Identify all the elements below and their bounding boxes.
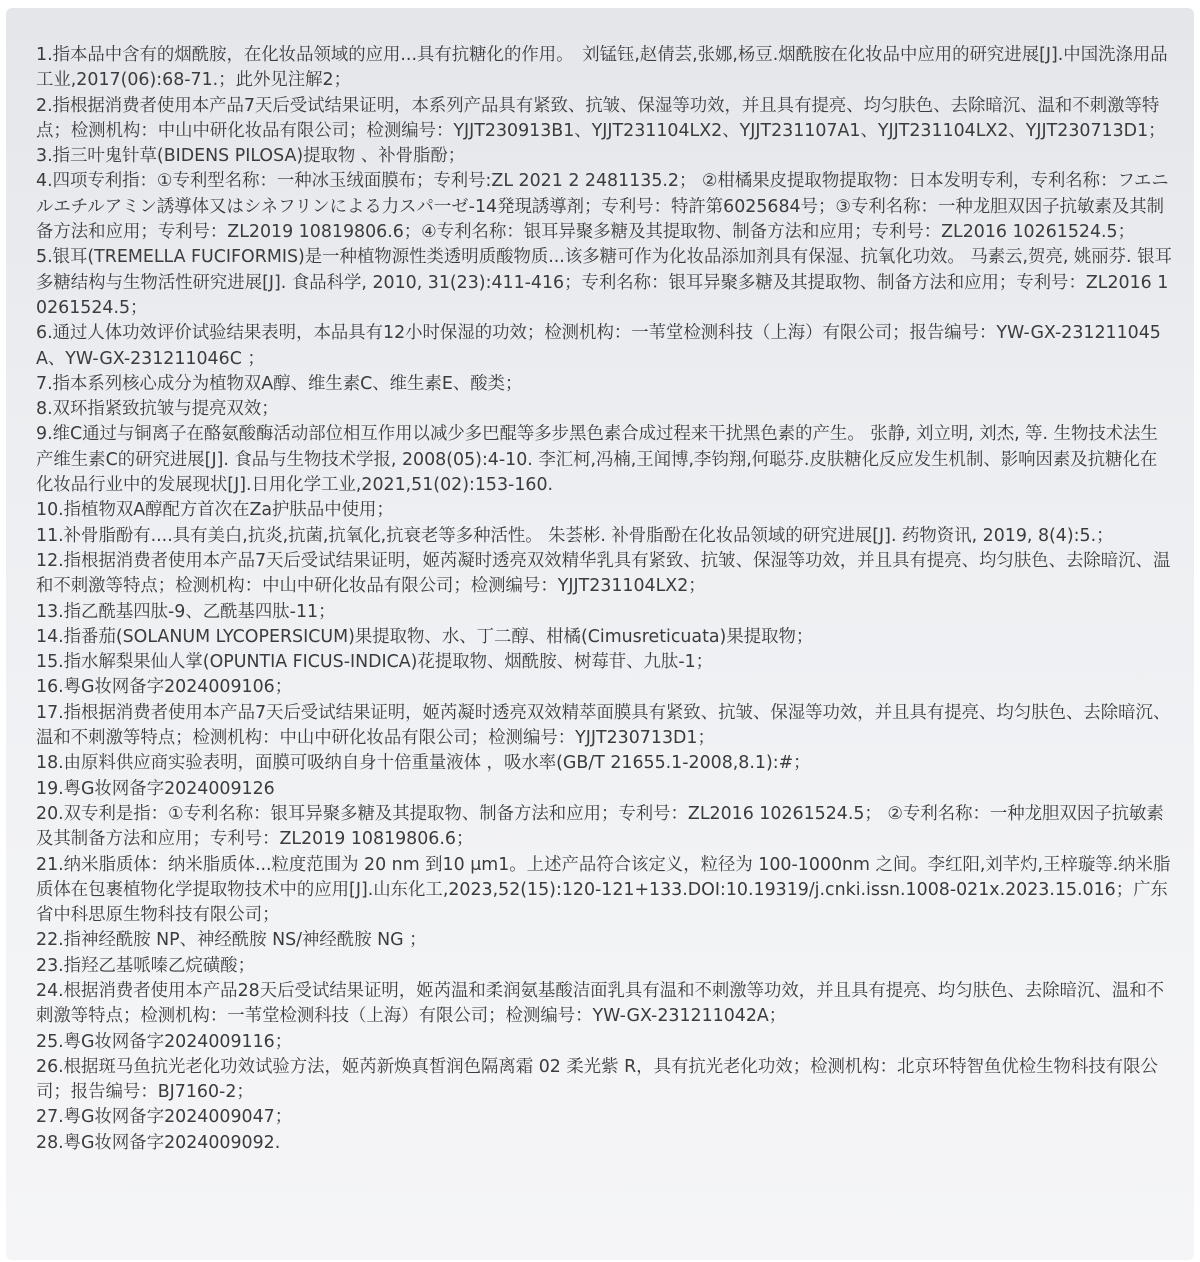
footnote-23: 23.指羟乙基哌嗪乙烷磺酸； xyxy=(36,955,255,976)
footnote-13: 13.指乙酰基四肽-9、乙酰基四肽-11； xyxy=(36,601,336,622)
footnote-5: 5.银耳(TREMELLA FUCIFORMIS)是一种植物源性类透明质酸物质...该多糖可作为化妆品添加剂具有保湿、抗氧化功效。 马素云,贺亮, 姚丽芬. 银耳多糖结构与生物活性研究进展[J]. 食品科学, 2010, 31(23):411-416；专利名称：银耳异聚多糖及其提取物、制备方法和应用；专利号：ZL2016 10261524.5； xyxy=(36,247,1172,318)
footnote-14: 14.指番茄(SOLANUM LYCOPERSICUM)果提取物、水、丁二醇、柑橘(Cimusreticuata)果提取物； xyxy=(36,626,814,647)
footnote-4: 4.四项专利指：①专利型名称：一种冰玉绒面膜布；专利号:ZL 2021 2 2481135.2； ②柑橘果皮提取物提取物：日本发明专利，专利名称：フエニルエチルアミン誘導体又はシネフリンによる力スパ一ゼ-14発現誘導剤；专利号：特許第6025684号；③专利名称：一种龙胆双因子抗敏素及其制备方法和应用；专利号：ZL2019 10819806.6；④专利名称：银耳异聚多糖及其提取物、制备方法和应用；专利号：ZL2016 10261524.5； xyxy=(36,171,1169,243)
footnote-17: 17.指根据消费者使用本产品7天后受试结果证明，姬芮凝时透亮双效精萃面膜具有紧致、抗皱、保湿等功效，并且具有提亮、均匀肤色、去除暗沉、温和不刺激等特点；检测机构：中山中研化妆品有限公司；检测编号：YJJT230713D1； xyxy=(36,702,1171,749)
footnote-7: 7.指本系列核心成分为植物双A醇、维生素C、维生素E、酸类； xyxy=(36,373,523,394)
footnote-list xyxy=(36,43,1172,1156)
footnote-1: 1.指本品中含有的烟酰胺，在化妆品领域的应用...具有抗糖化的作用。 刘锰钰,赵倩芸,张娜,杨豆.烟酰胺在化妆品中应用的研究进展[J].中国洗涤用品工业,2017(06):68-71.；此外见注解2； xyxy=(36,45,1168,91)
footnote-20: 20.双专利是指：①专利名称：银耳异聚多糖及其提取物、制备方法和应用；专利号：ZL2016 10261524.5； ②专利名称：一种龙胆双因子抗敏素及其制备方法和应用；专利号：ZL2019 10819806.6； xyxy=(36,803,1164,850)
footnotes-panel xyxy=(6,8,1194,1260)
footnote-25: 25.粤G妆网备字2024009116； xyxy=(36,1031,293,1052)
footnote-24: 24.根据消费者使用本产品28天后受试结果证明，姬芮温和柔润氨基酸洁面乳具有温和不刺激等功效，并且具有提亮、均匀肤色、去除暗沉、温和不刺激等特点；检测机构：一苇堂检测科技（上海）有限公司；检测编号：YW-GX-231211042A； xyxy=(36,980,1165,1027)
footnote-11: 11.补骨脂酚有....具有美白,抗炎,抗菌,抗氧化,抗衰老等多种活性。 朱荟彬. 补骨脂酚在化妆品领域的研究进展[J]. 药物资讯, 2019, 8(4):5.； xyxy=(36,525,1114,546)
footnote-19: 19.粤G妆网备字2024009126 xyxy=(36,778,275,799)
footnote-27: 27.粤G妆网备字2024009047； xyxy=(36,1107,293,1128)
footnote-21: 21.纳米脂质体：纳米脂质体...粒度范围为 20 nm 到10 μm1。上述产品符合该定义，粒径为 100-1000nm 之间。李红阳,刘芊灼,王梓璇等.纳米脂质体在包裹植物化学提取物技术中的应用[J].山东化工,2023,52(15):120-121+133.DOI:10.19319/j.cnki.issn.1008-021x.2023.15.016；广东省中科思原生物科技有限公司； xyxy=(36,854,1171,926)
footnote-6: 6.通过人体功效评价试验结果表明，本品具有12小时保湿的功效；检测机构：一苇堂检测科技（上海）有限公司；报告编号：YW-GX-231211045A、YW-GX-231211046C ； xyxy=(36,323,1161,369)
footnote-12: 12.指根据消费者使用本产品7天后受试结果证明，姬芮凝时透亮双效精华乳具有紧致、抗皱、保湿等功效，并且具有提亮、均匀肤色、去除暗沉、温和不刺激等特点；检测机构：中山中研化妆品有限公司；检测编号：YJJT231104LX2； xyxy=(36,550,1171,597)
footnote-28: 28.粤G妆网备字2024009092. xyxy=(36,1132,281,1153)
footnote-9: 9.维C通过与铜离子在酪氨酸酶活动部位相互作用以减少多巴醌等多步黑色素合成过程来干扰黑色素的产生。 张静, 刘立明, 刘杰, 等. 生物技术法生产维生素C的研究进展[J]. 食品与生物技术学报, 2008(05):4-10. 李汇柯,冯楠,王闻博,李钧翔,何聪芬.皮肤糖化反应发生机制、影响因素及抗糖化在化妆品行业中的发展现状[J].日用化学工业,2021,51(02):153-160. xyxy=(36,424,1158,496)
footnote-10: 10.指植物双A醇配方首次在Za护肤品中使用； xyxy=(36,500,394,521)
footnote-3: 3.指三叶鬼针草(BIDENS PILOSA)提取物 、补骨脂酚； xyxy=(36,146,466,167)
footnote-18: 18.由原料供应商实验表明，面膜可吸纳自身十倍重量液体 ，吸水率(GB/T 21655.1-2008,8.1):#； xyxy=(36,753,811,774)
footnote-22: 22.指神经酰胺 NP、神经酰胺 NS/神经酰胺 NG ； xyxy=(36,930,427,951)
footnote-26: 26.根据斑马鱼抗光老化功效试验方法，姬芮新焕真皙润色隔离霜 02 柔光紫 R，具有抗光老化功效；检测机构：北京环特智鱼优检生物科技有限公司；报告编号：BJ7160-2； xyxy=(36,1056,1158,1103)
footnote-16: 16.粤G妆网备字2024009106； xyxy=(36,677,293,698)
footnote-2: 2.指根据消费者使用本产品7天后受试结果证明，本系列产品具有紧致、抗皱、保湿等功效，并且具有提亮、均匀肤色、去除暗沉、温和不刺激等特点；检测机构：中山中研化妆品有限公司；检测编号：YJJT230913B1、YJJT231104LX2、YJJT231107A1、YJJT231104LX2、YJJT230713D1； xyxy=(36,95,1166,141)
footnote-8: 8.双环指紧致抗皱与提亮双效； xyxy=(36,399,279,420)
footnote-15: 15.指水解梨果仙人掌(OPUNTIA FICUS-INDICA)花提取物、烟酰胺、树莓苷、九肽-1； xyxy=(36,652,714,673)
